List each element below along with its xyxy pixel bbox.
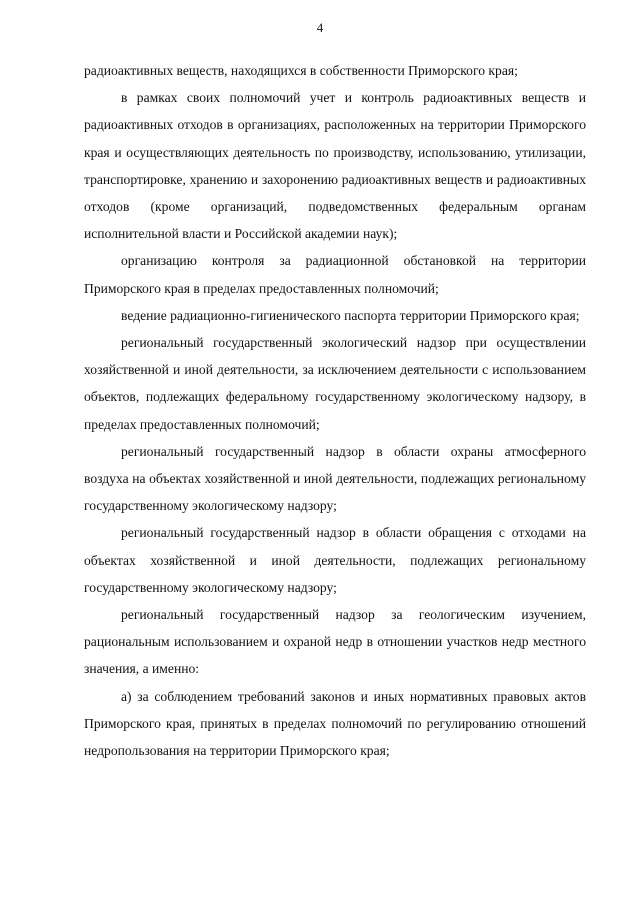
paragraph-3: организацию контроля за радиационной обстановкой на территории Приморского края в пределах предоставленных полномочий; (84, 253, 586, 296)
paragraph-4: ведение радиационно-гигиенического паспорта территории Приморского края; (121, 307, 580, 323)
paragraph-8: региональный государственный надзор за геологическим изучением, рациональным использованием и охраной недр в отношении участков недр местного значения, а именно: (84, 607, 586, 677)
paragraph-1: радиоактивных веществ, находящихся в собственности Приморского края; (84, 63, 518, 78)
page-number: 4 (316, 20, 324, 35)
paragraph-5: региональный государственный экологический надзор при осуществлении хозяйственной и иной деятельности, за исключением деятельности с использованием объектов, подлежащих федеральному государственному экологическому надзору, в пределах предоставленных полномочий; (84, 335, 586, 432)
document-body (84, 57, 586, 764)
paragraph-7: региональный государственный надзор в области обращения с отходами на объектах хозяйственной и иной деятельности, подлежащих региональному государственному экологическому надзору; (84, 525, 586, 595)
paragraph-2: в рамках своих полномочий учет и контроль радиоактивных веществ и радиоактивных отходов в организациях, расположенных на территории Приморского края и осуществляющих деятельность по производству, использованию, утилизации, транспортировке, хранению и захоронению радиоактивных веществ и радиоактивных отходов (кроме организаций, подведомственных федеральным органам исполнительной власти и Российской академии наук); (84, 90, 586, 242)
paragraph-9: а) за соблюдением требований законов и иных нормативных правовых актов Приморского края, принятых в пределах полномочий по регулированию отношений недропользования на территории Приморского края; (84, 688, 586, 759)
paragraph-6: региональный государственный надзор в области охраны атмосферного воздуха на объектах хозяйственной и иной деятельности, подлежащих региональному государственному экологическому надзору; (84, 443, 586, 514)
